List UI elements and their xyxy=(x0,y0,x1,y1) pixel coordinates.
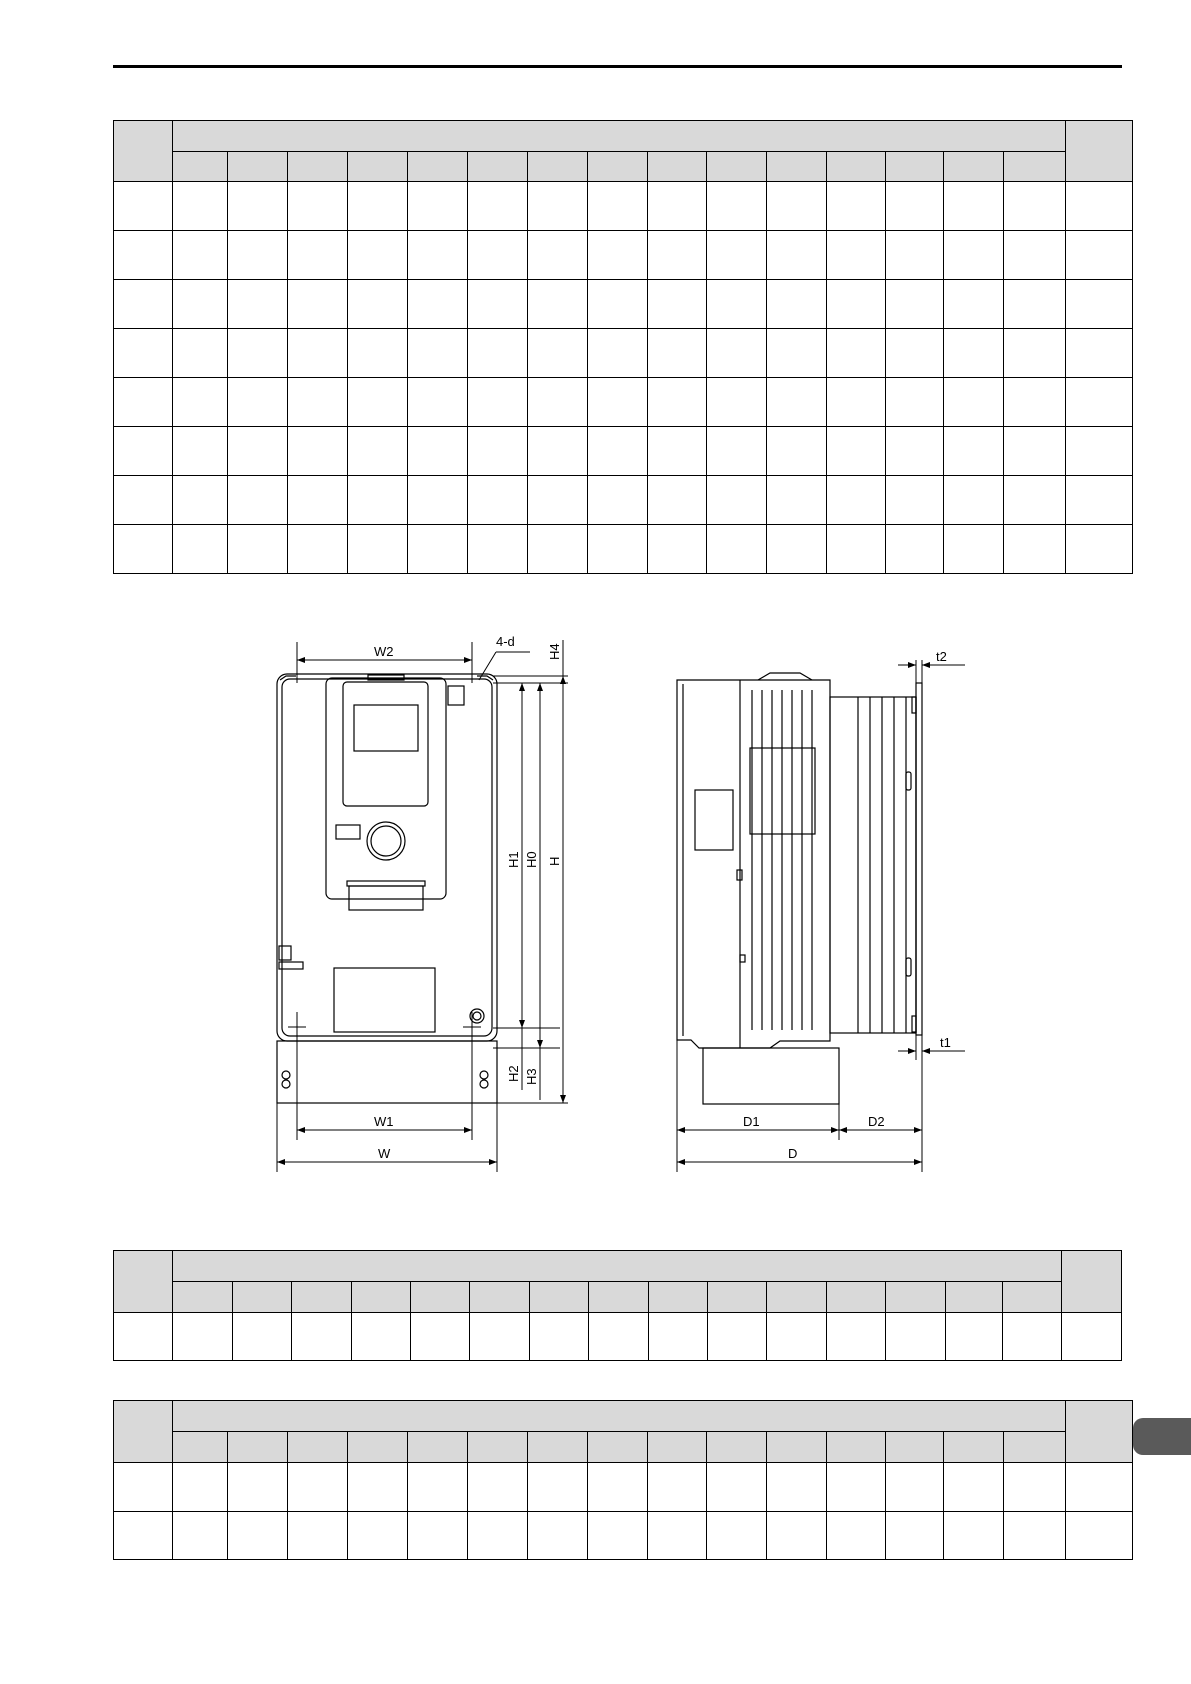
table-group-header xyxy=(173,1251,1061,1282)
table-subheader-cell xyxy=(944,1432,1004,1463)
table-subheader-cell xyxy=(411,1282,470,1313)
chapter-tab[interactable] xyxy=(1133,1418,1191,1455)
table-subheader-cell xyxy=(292,1282,351,1313)
table-subheader-cell xyxy=(886,1282,945,1313)
dim-label-h2: H2 xyxy=(506,1065,521,1082)
table-subheader-cell xyxy=(767,1282,826,1313)
table-group-header xyxy=(173,1401,1066,1432)
table-subheader-cell xyxy=(351,1282,410,1313)
table-subheader-cell xyxy=(408,1432,468,1463)
dim-label-w2: W2 xyxy=(374,644,394,659)
side-view-drive xyxy=(677,673,922,1104)
dim-label-h3: H3 xyxy=(524,1068,539,1085)
table-header-cell xyxy=(1066,1401,1133,1463)
table-subheader-cell xyxy=(827,1432,886,1463)
table-subheader-cell xyxy=(1003,1282,1061,1313)
table-subheader-cell xyxy=(173,1432,228,1463)
table-header-cell xyxy=(114,1401,173,1463)
table-subheader-cell xyxy=(173,1282,232,1313)
table-row xyxy=(114,1313,1122,1361)
table-header-cell xyxy=(1061,1251,1121,1313)
table-subheader-cell xyxy=(529,1282,588,1313)
dim-label-d: D xyxy=(788,1146,798,1161)
table-subheader-cell xyxy=(708,1282,767,1313)
table-subheader-cell xyxy=(528,1432,588,1463)
table-2 xyxy=(113,1250,1122,1361)
table-3 xyxy=(113,1400,1133,1560)
dim-label-h4: H4 xyxy=(547,643,562,660)
table-subheader-cell xyxy=(468,1432,528,1463)
table-subheader-cell xyxy=(589,1282,648,1313)
table-subheader-cell xyxy=(945,1282,1002,1313)
dim-label-hole: 4-d xyxy=(496,634,515,649)
dim-label-t2: t2 xyxy=(936,649,947,664)
table-subheader-cell xyxy=(1004,1432,1066,1463)
dim-label-w1: W1 xyxy=(374,1114,394,1129)
dim-label-h: H xyxy=(547,856,562,866)
table-subheader-cell xyxy=(707,1432,767,1463)
dim-label-d1: D1 xyxy=(743,1114,760,1129)
dim-label-h1: H1 xyxy=(506,851,521,868)
dim-label-h0: H0 xyxy=(524,851,539,868)
table-subheader-cell xyxy=(232,1282,291,1313)
table-subheader-cell xyxy=(228,1432,288,1463)
front-view-drive xyxy=(277,674,497,1103)
table-subheader-cell xyxy=(288,1432,348,1463)
table-header-cell xyxy=(114,1251,173,1313)
dim-label-w: W xyxy=(378,1146,391,1161)
table-subheader-cell xyxy=(648,1282,707,1313)
table-subheader-cell xyxy=(648,1432,707,1463)
table-subheader-cell xyxy=(886,1432,944,1463)
dim-label-t1: t1 xyxy=(940,1035,951,1050)
table-subheader-cell xyxy=(348,1432,408,1463)
table-subheader-cell xyxy=(588,1432,648,1463)
table-row xyxy=(114,1463,1133,1512)
table-subheader-cell xyxy=(767,1432,827,1463)
table-subheader-cell xyxy=(826,1282,885,1313)
table-subheader-cell xyxy=(470,1282,529,1313)
table-row xyxy=(114,1512,1133,1560)
dim-label-d2: D2 xyxy=(868,1114,885,1129)
